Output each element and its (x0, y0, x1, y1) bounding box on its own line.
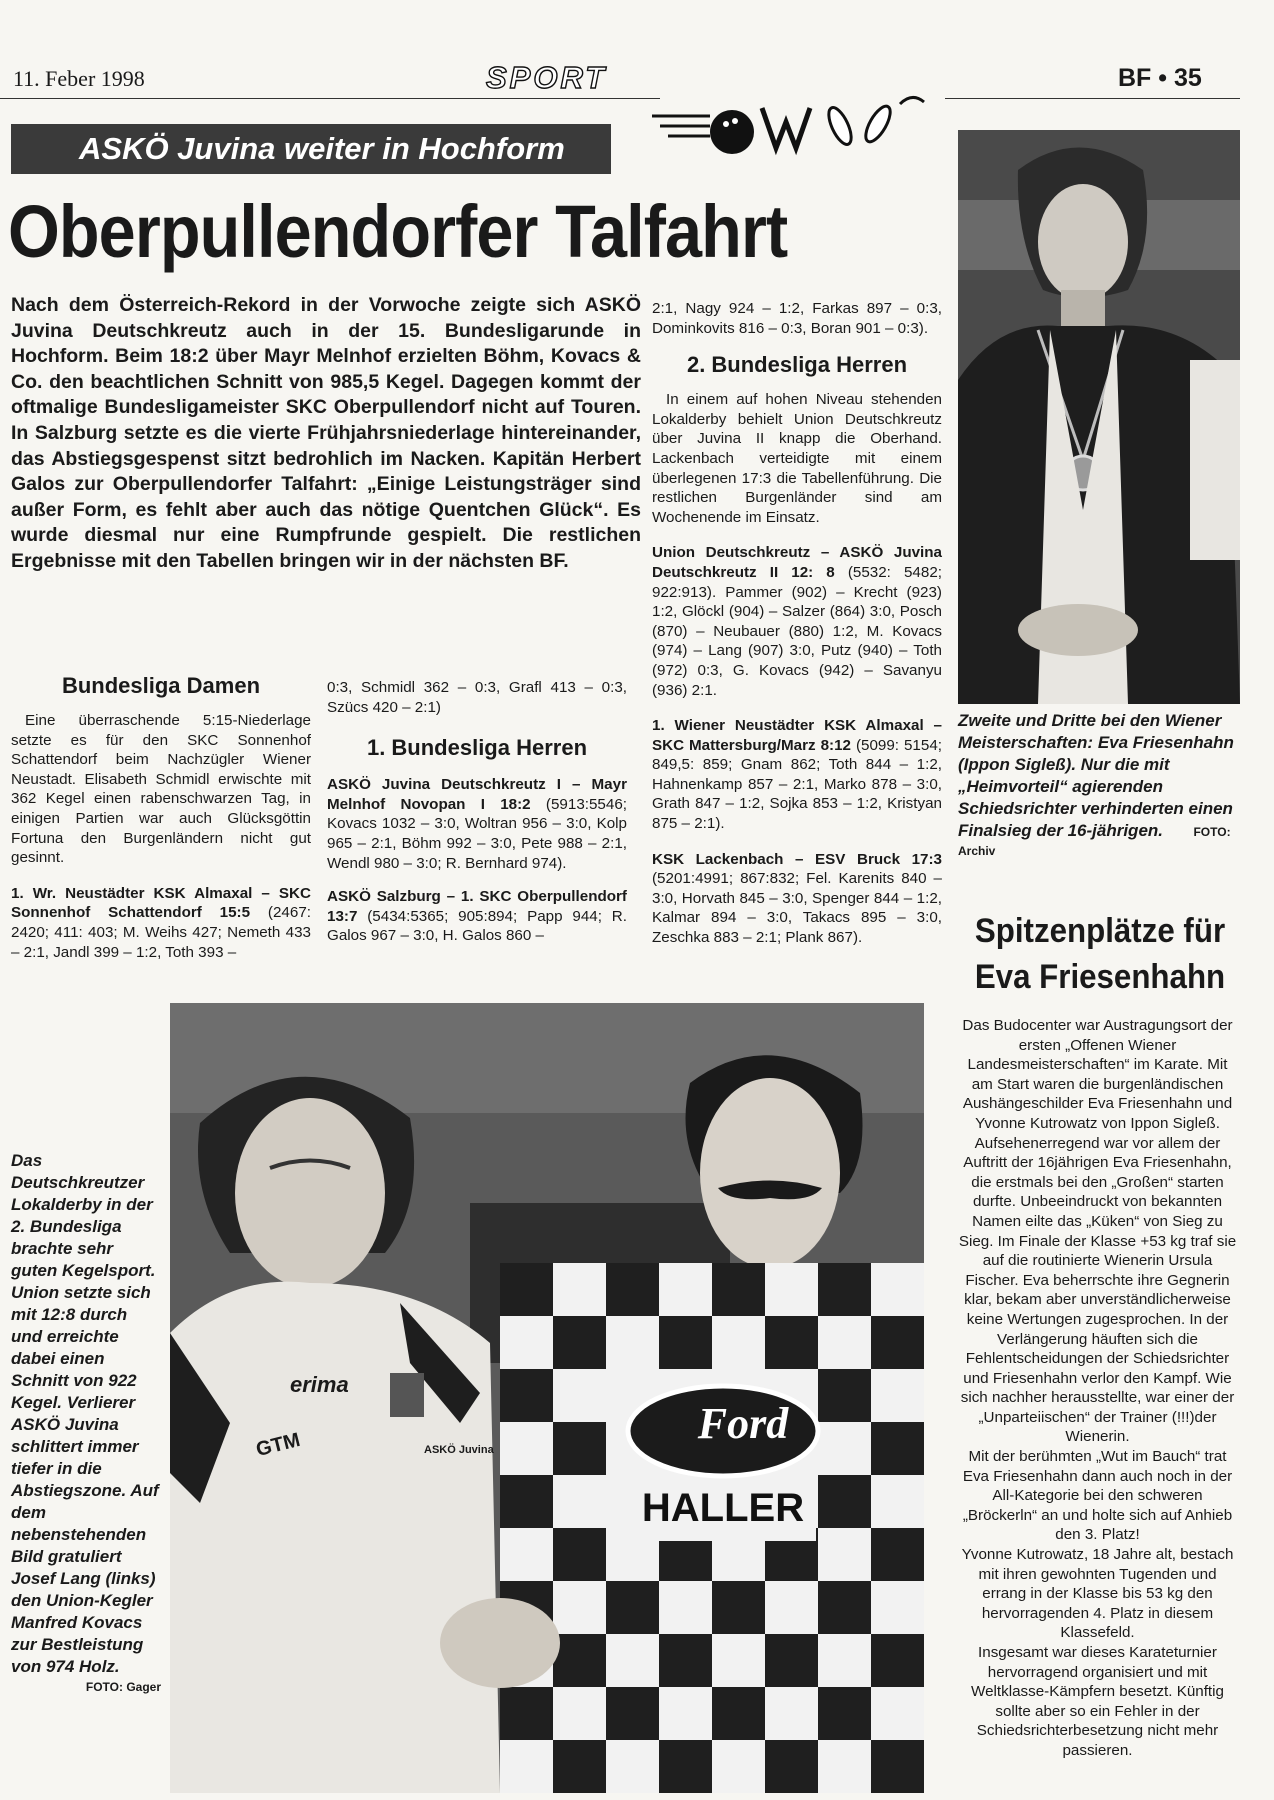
header-rule-right (945, 98, 1240, 99)
bowling-photo-credit: FOTO: Gager (85, 1680, 161, 1694)
herren2-result-1-text: (5532: 5482; 922:913). Pammer (902) – Krecht (923) 1:2, Glöckl (904) – Salzer (864) 3:0, Posch (870) – Neubauer (880) 1:2, M. Kovacs (974) – Lang (907) 3:0, Putz (940) – Toth (972) 0:3, G. Kovacs (942) – Savanyu (936) 2:1. (652, 563, 942, 699)
herren2-heading: 2. Bundesliga Herren (686, 352, 908, 378)
herren1-result-1-title: ASKÖ Juvina Deutschkreutz I – Mayr Melnhof Novopan I 18:2 (327, 776, 627, 813)
ford-logo-text: Ford (697, 1399, 789, 1448)
right-shirt-sponsor: HALLER (641, 1486, 805, 1530)
herren2-result-1-title: Union Deutschkreutz – ASKÖ Juvina Deutschkreutz II 12: 8 (652, 544, 942, 581)
kicker-text: ASKÖ Juvina weiter in Hochform (79, 131, 565, 166)
karate-paragraph: Mit der berühmten „Wut im Bauch“ trat Eva Friesenhahn dann auch noch in der All-Kategorie bei den schweren „Bröckerln“ an und holte sich auf Anhieb den 3. Platz! (962, 1448, 1233, 1544)
herren1-result-2 (327, 887, 627, 946)
column-herren2 (652, 299, 942, 948)
herren2-result-3-text: (5201:4991; 867:832; Fel. Karenits 840 – 3:0, Horvath 845 – 3:0, Spenger 844 – 1:2, Kalmar 894 – 3:0, Takacs 895 – 3:0, Zeschka 883 – 2:1; Plank 867). (652, 870, 942, 947)
herren2-result-3 (652, 850, 942, 948)
section-title: SPORT (486, 60, 608, 95)
herren1-result-2-text: (5434:5365; 905:894; Papp 944; R. Galos 967 – 3:0, H. Galos 860 – (327, 907, 627, 945)
bowling-caption-box (11, 1150, 161, 1694)
herren2-result-1 (652, 543, 942, 700)
left-shirt-sponsor: GTM (253, 1428, 303, 1462)
karate-photo (958, 130, 1240, 704)
karate-paragraph: Aufsehenerregend war vor allem der Auftritt der 16jährigen Eva Friesenhahn, die erstmals bei den „Großen“ starten durfte. Unbeeindruckt von bekannten Namen eilte das „Küken“ von Sieg zu Sieg. Im Finale der Klasse +53 kg traf sie auf die routinierte Wienerin Ursula Fischer. Eva beherrschte ihre Gegnerin klar, bekam aber unverständlicherweise keine Wertungen zugesprochen. In der Verlängerung häuften sich die Fehlentscheidungen der Schiedsrichter und Friesenhahn verlor den Kampf. Wie sich nachher herausstellte, war einer der „Unparteiischen“ der Trainer (!!!)der Wienerin. (958, 1134, 1237, 1446)
herren1-result-1-text: (5913:5546; Kovacs 1032 – 3:0, Woltran 956 – 3:0, Kolp 965 – 2:1, Böhm 992 – 3:0, Pete 988 – 2:1, Wendl 980 – 3:0; R. Bernhard 974). (327, 795, 627, 872)
herren1-continuation: 2:1, Nagy 924 – 1:2, Farkas 897 – 0:3, Dominkovits 816 – 0:3, Boran 901 – 0:3). (652, 300, 942, 337)
damen-result (11, 884, 311, 962)
karate-photo-credit: FOTO: Archiv (958, 825, 1231, 858)
issue-date: 11. Feber 1998 (13, 66, 145, 91)
lead-paragraph: Nach dem Österreich-Rekord in der Vorwoche zeigte sich ASKÖ Juvina Deutschkreutz auch in der 15. Bundesligarunde in Hochform. Beim 18:2 über Mayr Melnhof erzielten Böhm, Kovacs & Co. den beachtlichen Schnitt von 985,5 Kegel. Dagegen kommt der oftmalige Bundesligameister SKC Oberpullendorf nicht auf Touren. In Salzburg setzte es die vierte Frühjahrsniederlage hintereinander, das Abstiegsgespenst sitzt bedrohlich im Nacken. Kapitän Herbert Galos zur Oberpullendorfer Talfahrt: „Einige Leistungsträger sind außer Form, es fehlt aber auch das nötige Quentchen Glück“. Es wurde diesmal nur eine Rumpfrunde gespielt. Die restlichen Ergebnisse mit den Tabellen bringen wir in der nächsten BF. (11, 294, 641, 572)
karate-paragraph: Das Budocenter war Austragungsort der ersten „Offenen Wiener Landesmeisterschaften“ im Karate. Mit am Start waren die burgenländischen Aushängeschilder Eva Friesenhahn und Yvonne Kutrowatz von Ippon Sigleß. (962, 1017, 1233, 1132)
herren2-result-2 (652, 716, 942, 834)
karate-caption-box (958, 710, 1234, 860)
herren2-result-3-title: KSK Lackenbach – ESV Bruck 17:3 (652, 850, 942, 868)
karate-headline: Spitzenplätze für Eva Friesenhahn (974, 912, 1226, 996)
column-damen (11, 673, 311, 962)
headline: Oberpullendorfer Talfahrt (8, 190, 788, 273)
bowling-photo (170, 1003, 924, 1793)
herren1-result-2-title: ASKÖ Salzburg – 1. SKC Oberpullendorf 13:7 (327, 888, 627, 925)
herren1-heading: 1. Bundesliga Herren (366, 735, 588, 761)
kicker-bar (11, 124, 611, 174)
karate-article-body (955, 1016, 1240, 1761)
herren2-intro: In einem auf hohen Niveau stehenden Lokalderby behielt Union Deutschkreutz über Juvina II knapp die Oberhand. Lackenbach verteidigte mit einem überlegenen 17:3 die Tabellenführung. Die restlichen Burgenländer sind am Wochenende im Einsatz. (652, 391, 942, 526)
herren2-result-2-text: (5099: 5154; 849,5: 859; Gnam 862; Toth 844 – 1:2, Hahnenkamp 857 – 2:1, Marko 878 – 3:0, Grath 847 – 1:2, Sojka 853 – 1:2, Kristyan 875 – 2:1). (652, 736, 942, 833)
karate-paragraph: Yvonne Kutrowatz, 18 Jahre alt, bestach mit ihren gewohnten Tugenden und errang in der Klasse bis 53 kg den hervorragenden 4. Platz in diesem Klassefeld. (961, 1546, 1234, 1642)
header-rule-left (0, 98, 660, 99)
damen-intro: Eine überraschende 5:15-Niederlage setzte es für den SKC Sonnenhof Schattendorf beim Nachzügler Wiener Neustadt. Elisabeth Schmidl erwischte mit 362 Kegel einen rabenschwarzen Tag, in einigen Partien war auch Glücksgöttin Fortuna den Burgenländern nicht gut gesinnt. (11, 712, 311, 867)
damen-result-title: 1. Wr. Neustädter KSK Almaxal – SKC Sonnenhof Schattendorf 15:5 (11, 884, 311, 922)
damen-heading: Bundesliga Damen (61, 673, 261, 698)
page-number: BF • 35 (1118, 64, 1202, 92)
karate-paragraph: Insgesamt war dieses Karateturnier hervorragend organisiert und mit Weltklasse-Kämpfern besetzt. Künftig sollte aber so ein Fehler in der Schiedsrichterbesetzung nicht mehr passieren. (971, 1644, 1224, 1759)
left-shirt-brand: erima (290, 1372, 349, 1397)
damen-result-text: (2467: 2420; 411: 403; M. Weihs 427; Nemeth 433 – 2:1, Jandl 399 – 1:2, Toth 393 – (11, 904, 311, 961)
bowling-caption: Das Deutschkreutzer Lokalderby in der 2. Bundesliga brachte sehr guten Kegelsport. Union setzte sich mit 12:8 durch und erreichte dabei einen Schnitt von 922 Kegel. Verlierer ASKÖ Juvina schlittert immer tiefer in die Abstiegszone. Auf dem nebenstehenden Bild gratuliert Josef Lang (links) den Union-Kegler Manfred Kovacs zur Bestleistung von 974 Holz. (11, 1151, 159, 1676)
karate-caption: Zweite und Dritte bei den Wiener Meisterschaften: Eva Friesenhahn (Ippon Sigleß). Nur die mit „Heimvorteil“ agierenden Schiedsrichter verhinderten einen Finalsieg der 16-jährigen. (958, 711, 1234, 840)
left-shirt-club: ASKÖ Juvina (424, 1444, 494, 1456)
column-herren1 (327, 678, 627, 946)
bowling-logo-icon (650, 86, 938, 156)
damen-continuation: 0:3, Schmidl 362 – 0:3, Grafl 413 – 0:3, Szücs 420 – 2:1) (327, 679, 627, 716)
herren2-result-2-title: 1. Wiener Neustädter KSK Almaxal – SKC Mattersburg/Marz 8:12 (652, 717, 942, 754)
herren1-result-1 (327, 775, 627, 873)
